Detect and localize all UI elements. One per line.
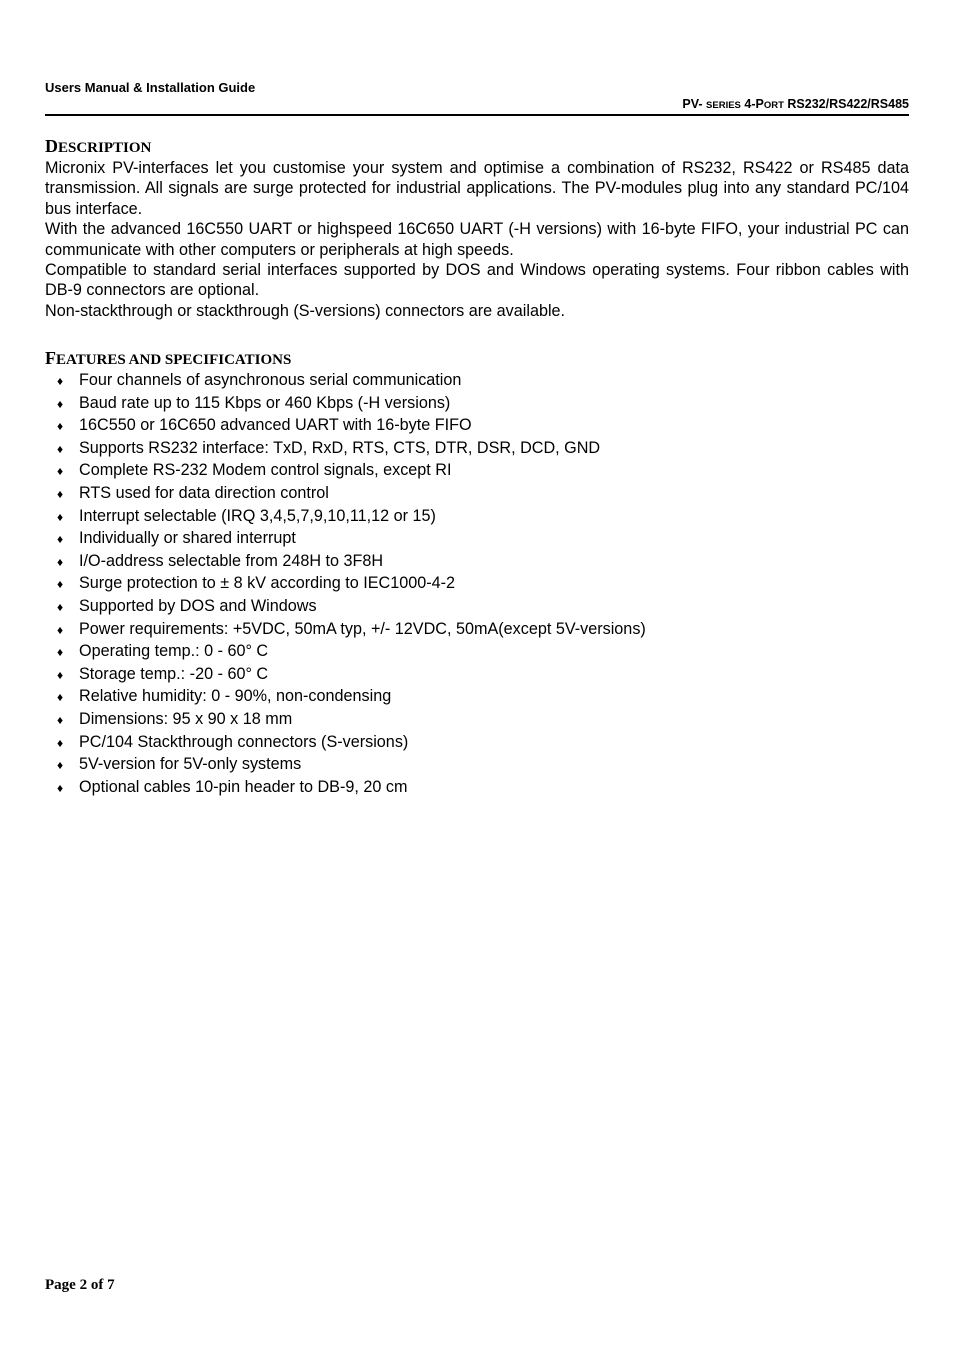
description-paragraph: With the advanced 16C550 UART or highspeed 16C650 UART (-H versions) with 16-byte FIFO, your industrial PC can communicate with other computers or peripherals at high speeds. [45,220,909,259]
feature-list-item [57,596,646,619]
feature-list-item [57,393,646,416]
feature-list-item [57,438,646,461]
feature-text: Power requirements: +5VDC, 50mA typ, +/- 12VDC, 50mA(except 5V-versions) [79,619,646,638]
description-heading-rest: ESCRIPTION [58,140,152,156]
header-product-port-b: ORT [763,100,784,111]
feature-text: Supports RS232 interface: TxD, RxD, RTS, CTS, DTR, DSR, DCD, GND [79,438,601,457]
feature-text: PC/104 Stackthrough connectors (S-versions) [79,732,409,751]
feature-list-item [57,483,646,506]
feature-text: 16C550 or 16C650 advanced UART with 16-byte FIFO [79,416,472,435]
diamond-bullet-icon: ♦ [57,577,64,592]
diamond-bullet-icon: ♦ [57,374,64,388]
diamond-bullet-icon: ♦ [57,464,64,479]
diamond-bullet-icon: ♦ [57,690,64,705]
feature-list-item [57,664,646,687]
features-heading-rest: EATURES AND SPECIFICATIONS [56,352,292,368]
feature-text: Interrupt selectable (IRQ 3,4,5,7,9,10,11,12 or 15) [79,506,436,525]
diamond-bullet-icon: ♦ [57,486,64,501]
feature-text: I/O-address selectable from 248H to 3F8H [79,551,384,570]
feature-list-item [57,415,646,438]
diamond-bullet-icon: ♦ [57,599,64,614]
feature-list-item [57,573,646,596]
feature-list-item [57,551,646,574]
header-product-interfaces: RS232/RS422/RS485 [787,97,909,111]
diamond-bullet-icon: ♦ [57,622,64,637]
feature-text: Complete RS-232 Modem control signals, except RI [79,461,452,480]
description-body [45,158,909,321]
diamond-bullet-icon: ♦ [57,780,64,795]
feature-text: Baud rate up to 115 Kbps or 460 Kbps (-H versions) [79,393,451,412]
feature-text: RTS used for data direction control [79,483,329,502]
feature-text: Surge protection to ± 8 kV according to IEC1000-4-2 [79,574,456,593]
features-list [57,370,646,799]
feature-list-item [57,686,646,709]
feature-text: Optional cables 10-pin header to DB-9, 20 cm [79,777,408,796]
diamond-bullet-icon: ♦ [57,735,64,750]
feature-list-item [57,506,646,529]
feature-list-item [57,619,646,642]
header-product-series: SERIES [706,100,741,111]
page-number: Page 2 of 7 [45,1277,115,1293]
feature-text: Four channels of asynchronous serial communication [79,371,462,389]
header-product-title [682,97,909,113]
description-paragraph: Micronix PV-interfaces let you customise your system and optimise a combination of RS232, RS422 or RS485 data transmission. All signals are surge protected for industrial applications. The PV-modules plug into any standard PC/104 bus interface. [45,159,909,218]
feature-text: Operating temp.: 0 - 60° C [79,642,269,661]
feature-list-item [57,528,646,551]
diamond-bullet-icon: ♦ [57,509,64,524]
feature-list-item [57,460,646,483]
diamond-bullet-icon: ♦ [57,645,64,660]
feature-text: Dimensions: 95 x 90 x 18 mm [79,709,293,728]
header-divider [45,114,909,116]
description-heading [45,134,151,159]
feature-list-item [57,754,646,777]
diamond-bullet-icon: ♦ [57,396,64,411]
diamond-bullet-icon: ♦ [57,667,64,682]
feature-list-item [57,732,646,755]
feature-list-item [57,777,646,800]
feature-text: Storage temp.: -20 - 60° C [79,664,269,683]
feature-text: 5V-version for 5V-only systems [79,755,302,774]
feature-list-item [57,370,646,393]
diamond-bullet-icon: ♦ [57,419,64,434]
description-paragraph: Compatible to standard serial interfaces supported by DOS and Windows operating systems. Four ribbon cables with DB-9 connectors are optional. [45,261,909,300]
header-product-prefix: PV- [682,97,703,111]
header-title: Users Manual & Installation Guide [45,80,256,95]
features-heading-cap: F [45,348,56,368]
diamond-bullet-icon: ♦ [57,554,64,569]
description-paragraph: Non-stackthrough or stackthrough (S-versions) connectors are available. [45,301,566,320]
feature-list-item [57,641,646,664]
diamond-bullet-icon: ♦ [57,441,64,456]
description-heading-cap: D [45,136,58,156]
feature-text: Relative humidity: 0 - 90%, non-condensing [79,687,392,706]
diamond-bullet-icon: ♦ [57,532,64,547]
header-product-port-a: 4-P [744,97,764,111]
diamond-bullet-icon: ♦ [57,712,64,727]
feature-list-item [57,709,646,732]
diamond-bullet-icon: ♦ [57,758,64,773]
feature-text: Supported by DOS and Windows [79,596,317,615]
features-heading [45,346,291,371]
feature-text: Individually or shared interrupt [79,529,296,548]
